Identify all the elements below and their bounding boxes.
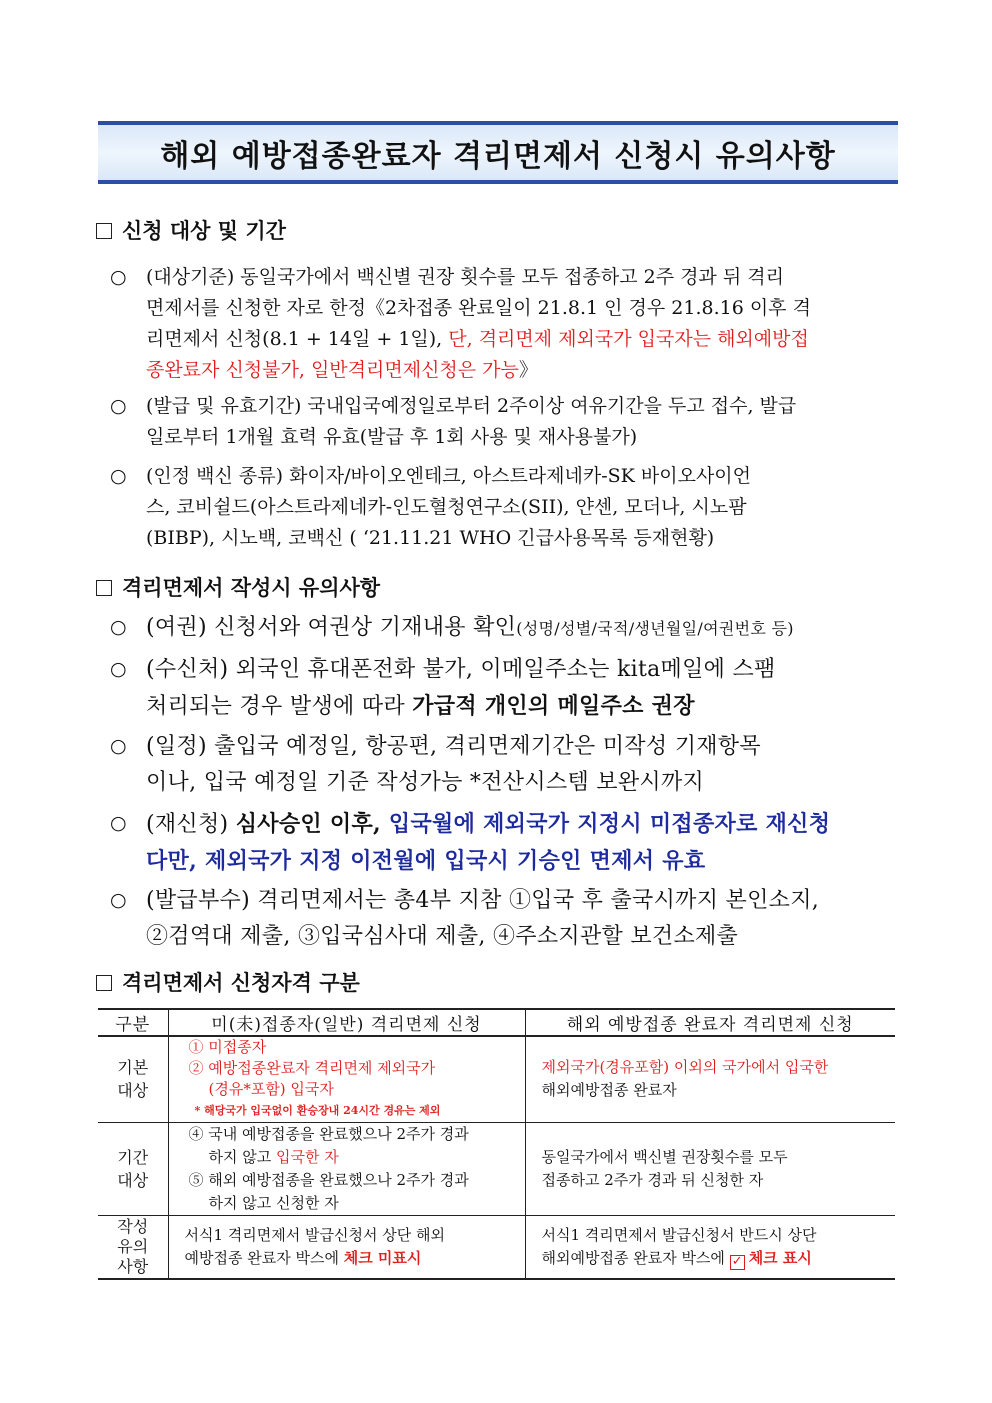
checkbox-square-icon [96, 580, 112, 596]
section1-heading: 신청 대상 및 기간 [96, 215, 286, 245]
list-item: ○ (인정 백신 종류) 화이자/바이오엔테크, 아스트라제네카-SK 바이오사이언 스, 코비쉴드(아스트라제네카-인도혈청연구소(SII), 얀센, 모더나, 시노팜 (BIBP), 시노백, 코백신 ( ‘21.11.21 WHO 긴급사용목록 등재현황) [110, 465, 752, 549]
row-label: 기간 대상 [98, 1122, 168, 1215]
section3-heading: 격리면제서 신청자격 구분 [96, 967, 360, 997]
page-title: 해외 예방접종완료자 격리면제서 신청시 유의사항 [160, 138, 836, 174]
table-cell: 동일국가에서 백신별 권장횟수를 모두 접종하고 2주가 경과 뒤 신청한 자 [525, 1122, 895, 1215]
circle-bullet-icon: ○ [110, 658, 127, 680]
circle-bullet-icon: ○ [110, 616, 127, 638]
row-label: 기본 대상 [98, 1036, 168, 1122]
circle-bullet-icon: ○ [110, 395, 127, 417]
table-row [98, 1215, 895, 1279]
circle-bullet-icon: ○ [110, 735, 127, 757]
circle-bullet-icon: ○ [110, 812, 127, 834]
list-item: ○ (수신처) 외국인 휴대폰전화 불가, 이메일주소는 kita메일에 스팸 처리되는 경우 발생에 따라 가급적 개인의 메일주소 권장 [110, 657, 776, 719]
table-cell: 서식1 격리면제서 발급신청서 반드시 상단 해외예방접종 완료자 박스에 ✓ 체크 표시 [525, 1215, 895, 1279]
list-item: ○ (발급부수) 격리면제서는 총4부 지참 ①입국 후 출국시까지 본인소지, ②검역대 제출, ③입국심사대 제출, ④주소지관할 보건소제출 [110, 888, 820, 949]
checkbox-square-icon [96, 223, 112, 239]
checked-box-icon: ✓ [730, 1255, 745, 1270]
list-item: ○ (발급 및 유효기간) 국내입국예정일로부터 2주이상 여유기간을 두고 접수, 발급 일로부터 1개월 효력 유효(발급 후 1회 사용 및 재사용불가) [110, 395, 797, 448]
table-cell: ① 미접종자 ② 예방접종완료자 격리면제 제외국가 (경유*포함) 입국자 * 해당국가 입국없이 환승장내 24시간 경유는 제외 [168, 1036, 525, 1122]
table-row [98, 1122, 895, 1215]
list-item: ○ (일정) 출입국 예정일, 항공편, 격리면제기간은 미작성 기재항목 이나, 입국 예정일 기준 작성가능 *전산시스템 보완시까지 [110, 734, 761, 795]
table-header-row [98, 1009, 895, 1036]
row-label: 작성 유의 사항 [98, 1215, 168, 1279]
eligibility-table [98, 1008, 895, 1280]
table-row [98, 1036, 895, 1122]
circle-bullet-icon: ○ [110, 266, 127, 288]
list-item: ○ (대상기준) 동일국가에서 백신별 권장 횟수를 모두 접종하고 2주 경과 뒤 격리 면제서를 신청한 자로 한정《2차접종 완료일이 21.8.1 인 경우 21.8.16 이후 격 리면제서 신청(8.1 + 14일 + 1일), 단, 격리면제 제외국가 입국자는 해외예방접 종완료자 신청불가, 일반격리면제신청은 가능》 [110, 266, 811, 381]
circle-bullet-icon: ○ [110, 889, 127, 911]
table-cell: 제외국가(경유포함) 이외의 국가에서 입국한 해외예방접종 완료자 [525, 1036, 895, 1122]
table-cell: ④ 국내 예방접종을 완료했으나 2주가 경과 하지 않고 입국한 자 ⑤ 해외 예방접종을 완료했으나 2주가 경과 하지 않고 신청한 자 [168, 1122, 525, 1215]
section2-heading: 격리면제서 작성시 유의사항 [96, 572, 380, 602]
title-banner [98, 121, 898, 184]
column-header: 미(未)접종자(일반) 격리면제 신청 [168, 1009, 525, 1036]
checkbox-square-icon [96, 975, 112, 991]
list-item: ○ (재신청) 심사승인 이후, 입국월에 제외국가 지정시 미접종자로 재신청 다만, 제외국가 지정 이전월에 입국시 기승인 면제서 유효 [110, 811, 831, 874]
list-item: ○ (여권) 신청서와 여권상 기재내용 확인(성명/성별/국적/생년월일/여권번호 등) [110, 615, 794, 640]
circle-bullet-icon: ○ [110, 465, 127, 487]
table-cell: 서식1 격리면제서 발급신청서 상단 해외 예방접종 완료자 박스에 체크 미표시 [168, 1215, 525, 1279]
column-header: 해외 예방접종 완료자 격리면제 신청 [525, 1009, 895, 1036]
column-header: 구분 [98, 1009, 168, 1036]
